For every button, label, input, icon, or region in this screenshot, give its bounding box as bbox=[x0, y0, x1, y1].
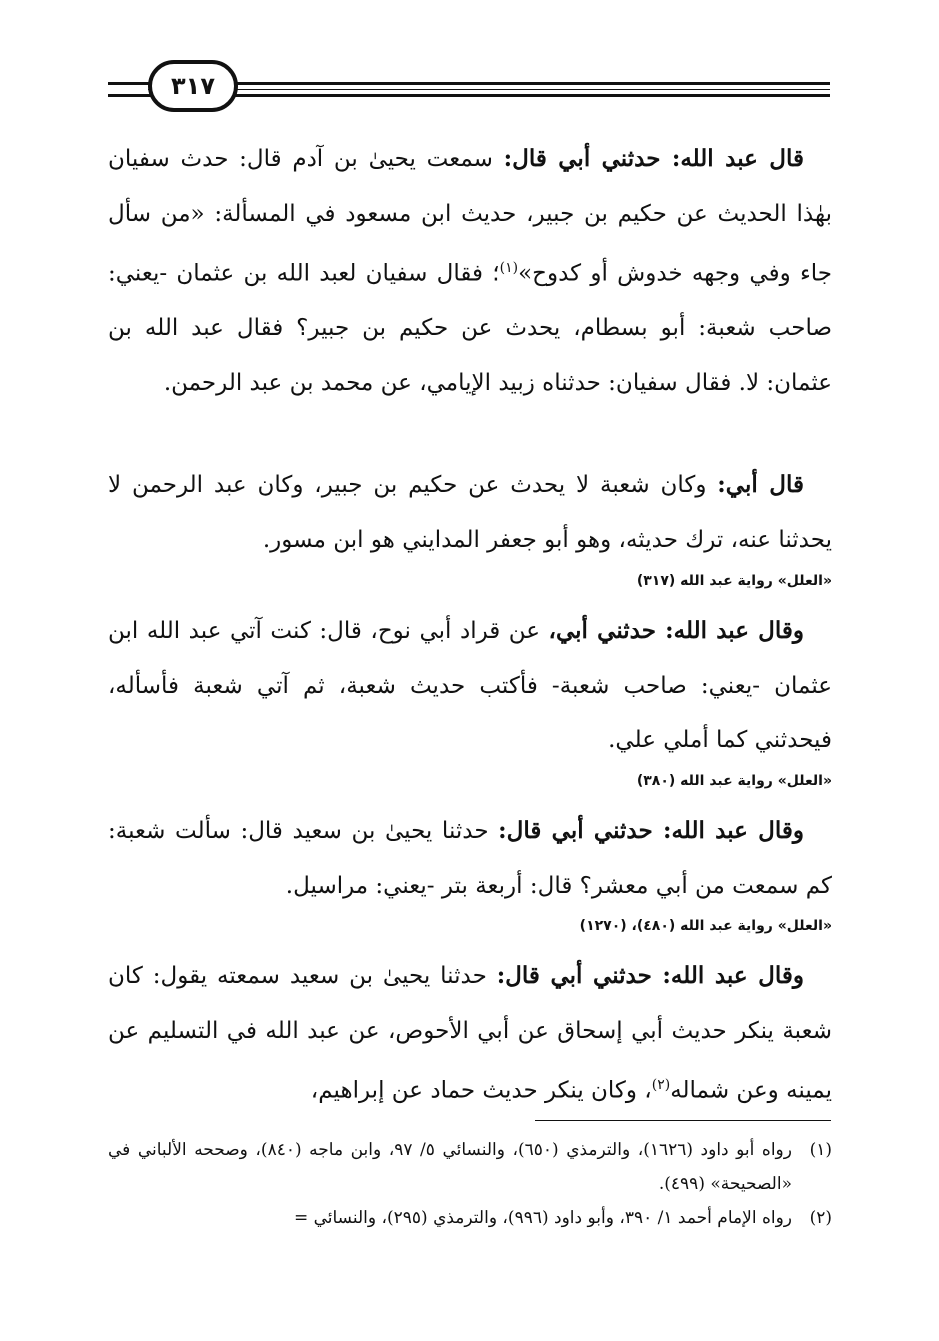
source-citation: «العلل» رواية عبد الله (٣١٧) bbox=[636, 573, 832, 589]
paragraph-text: حدثنا يحيىٰ بن سعيد قال: سألت شعبة: كم سمعت من أبي معشر؟ قال: أربعة بتر -يعني: مراسيل. bbox=[108, 818, 832, 899]
source-citation: «العلل» رواية عبد الله (٣٨٠) bbox=[636, 773, 832, 789]
header-rule-top bbox=[148, 82, 830, 85]
footnote bbox=[108, 1133, 832, 1201]
paragraph bbox=[108, 458, 832, 567]
footnote bbox=[108, 1201, 832, 1235]
header-rule-bottom bbox=[148, 94, 830, 97]
source-citation: «العلل» رواية عبد الله (٤٨٠)، (١٢٧٠) bbox=[579, 918, 832, 934]
paragraph-text-tail: ، وكان ينكر حديث حماد عن إبراهيم، bbox=[310, 1077, 652, 1104]
paragraph-block-5 bbox=[108, 949, 832, 1113]
paragraph-block-2 bbox=[108, 458, 832, 568]
paragraph-lead: وقال عبد الله: حدثني أبي قال: bbox=[496, 962, 804, 989]
page-header bbox=[108, 58, 830, 118]
footnote-ref: (٢) bbox=[651, 1077, 671, 1093]
footnotes bbox=[108, 1133, 832, 1235]
footnote-separator bbox=[535, 1120, 831, 1121]
footnote-number: (٢) bbox=[809, 1208, 832, 1228]
paragraph-lead: قال أبي: bbox=[717, 471, 804, 498]
paragraph-lead: قال عبد الله: حدثني أبي قال: bbox=[503, 145, 804, 172]
footnote-ref: (١) bbox=[499, 260, 519, 276]
page-number: ٣١٧ bbox=[171, 72, 215, 100]
footnote-number: (١) bbox=[809, 1140, 832, 1160]
paragraph-block-1 bbox=[108, 132, 832, 458]
paragraph-text: وكان شعبة لا يحدث عن حكيم بن جبير، وكان عبد الرحمن لا يحدثنا عنه، ترك حديثه، وهو أبو جعفر المدايني هو ابن مسور. bbox=[108, 472, 832, 553]
footnote-text: رواه الإمام أحمد ١/ ٣٩٠، وأبو داود (٩٩٦)، والترمذي (٢٩٥)، والنسائي = bbox=[293, 1208, 792, 1228]
paragraph-text: حدثنا يحيىٰ بن سعيد سمعته يقول: كان شعبة ينكر حديث أبي إسحاق عن أبي الأحوص، عن عبد الله في التسليم عن يمينه وعن شماله bbox=[108, 963, 832, 1104]
paragraph bbox=[108, 949, 832, 1118]
paragraph bbox=[108, 604, 832, 768]
footnote-text: رواه أبو داود (١٦٢٦)، والترمذي (٦٥٠)، والنسائي ٥/ ٩٧، وابن ماجه (٨٤٠)، وصححه الألباني في «الصحيحة» (٤٩٩). bbox=[108, 1140, 792, 1194]
paragraph-lead: وقال عبد الله: حدثني أبي قال: bbox=[498, 817, 804, 844]
paragraph-lead: وقال عبد الله: حدثني أبي، bbox=[548, 617, 804, 644]
paragraph-block-3 bbox=[108, 604, 832, 768]
page-number-badge bbox=[148, 60, 238, 112]
main-text bbox=[108, 132, 832, 1113]
header-rule-middle bbox=[148, 89, 830, 90]
header-rule-left-top bbox=[108, 82, 148, 85]
header-rule-left-bottom bbox=[108, 94, 148, 97]
paragraph-text: سمعت يحيىٰ بن آدم قال: حدث سفيان بهٰذا الحديث عن حكيم بن جبير، حديث ابن مسعود في المسألة: «من سأل جاء وفي وجهه خدوش أو كدوح» bbox=[108, 146, 832, 287]
paragraph-block-4 bbox=[108, 804, 832, 913]
paragraph-text: عن قراد أبي نوح، قال: كنت آتي عبد الله ابن عثمان -يعني: صاحب شعبة- فأكتب حديث شعبة، ثم آتي شعبة فأسأله، فيحدثني كما أملي علي. bbox=[108, 618, 832, 753]
paragraph bbox=[108, 804, 832, 913]
paragraph-text-tail: ؛ فقال سفيان لعبد الله بن عثمان -يعني: صاحب شعبة: أبو بسطام، يحدث عن حكيم بن جبير؟ فقال عبد الله بن عثمان: لا. فقال سفيان: حدثناه زبيد الإيامي، عن محمد بن عبد الرحمن. bbox=[108, 260, 832, 396]
paragraph bbox=[108, 132, 832, 410]
